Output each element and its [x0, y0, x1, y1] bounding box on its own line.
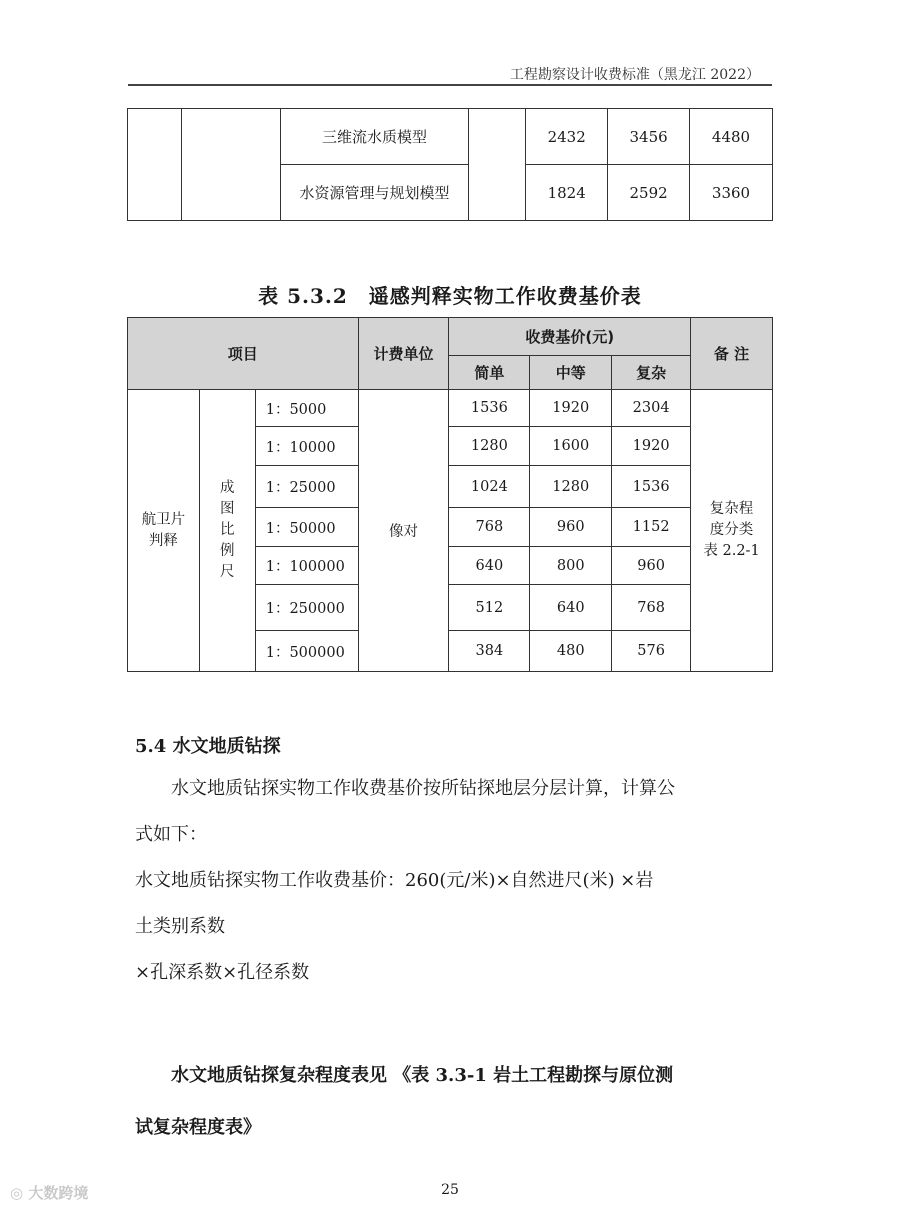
paragraph-intro: 水文地质钻探实物工作收费基价按所钻探地层分层计算，计算公 式如下： 水文地质钻探实物工作收费基价：260(元/米)×自然进尺(米) ×岩 土类别系数 ×孔深系数×孔径系数 — [135, 766, 772, 996]
price-cell: 2304 — [612, 390, 691, 427]
scale-cell: 1：50000 — [255, 508, 358, 547]
page-number: 25 — [441, 1182, 459, 1198]
scale-cell: 1：250000 — [255, 585, 358, 631]
header-simple: 简单 — [449, 356, 530, 390]
table-row — [128, 109, 773, 165]
empty-cell — [128, 109, 182, 221]
price-cell: 1280 — [530, 466, 612, 508]
price-cell: 768 — [612, 585, 691, 631]
watermark-logo: ◎ 大数跨境 — [10, 1184, 89, 1202]
remark-cell: 复杂程 度分类 表 2.2-1 — [691, 390, 773, 672]
model-name: 水资源管理与规划模型 — [280, 165, 469, 221]
price-cell: 1536 — [449, 390, 530, 427]
model-name: 三维流水质模型 — [280, 109, 469, 165]
header-unit: 计费单位 — [358, 318, 449, 390]
price-cell: 800 — [530, 547, 612, 585]
scale-cell: 1：100000 — [255, 547, 358, 585]
table-title: 表 5.3.2 遥感判释实物工作收费基价表 — [258, 284, 642, 308]
price-cell: 1536 — [612, 466, 691, 508]
header-medium: 中等 — [530, 356, 612, 390]
price-cell: 384 — [449, 631, 530, 672]
price-cell: 1824 — [526, 165, 608, 221]
price-cell: 480 — [530, 631, 612, 672]
price-cell: 1600 — [530, 427, 612, 466]
price-cell: 1280 — [449, 427, 530, 466]
header-complex: 复杂 — [612, 356, 691, 390]
unit-cell: 像对 — [358, 390, 449, 672]
header-base-price: 收费基价(元) — [449, 318, 691, 356]
scale-cell: 1：500000 — [255, 631, 358, 672]
empty-cell — [181, 109, 280, 221]
header-rule — [128, 84, 772, 86]
remote-sensing-price-table — [127, 317, 773, 672]
formula: 水文地质钻探实物工作收费基价：260(元/米)×自然进尺(米) ×岩 — [135, 870, 654, 891]
paragraph-note: 水文地质钻探复杂程度表见 《表 3.3-1 岩土工程勘探与原位测 试复杂程度表》 — [135, 1065, 674, 1138]
watermark-icon: ◎ — [10, 1184, 24, 1202]
scale-label-cell: 成 图 比 例 尺 — [199, 390, 255, 672]
price-cell: 2432 — [526, 109, 608, 165]
section-heading: 5.4 水文地质钻探 — [135, 736, 281, 757]
scale-cell: 1：5000 — [255, 390, 358, 427]
price-cell: 3456 — [608, 109, 690, 165]
price-cell: 768 — [449, 508, 530, 547]
price-cell: 512 — [449, 585, 530, 631]
price-cell: 576 — [612, 631, 691, 672]
price-cell: 960 — [612, 547, 691, 585]
running-header: 工程勘察设计收费标准（黑龙江 2022） — [509, 67, 760, 83]
header-item: 项目 — [128, 318, 359, 390]
price-cell: 1152 — [612, 508, 691, 547]
category-cell: 航卫片 判释 — [128, 390, 200, 672]
continuation-table — [127, 108, 773, 221]
empty-cell — [469, 109, 526, 221]
header-remark: 备 注 — [691, 318, 773, 390]
price-cell: 1920 — [530, 390, 612, 427]
scale-cell: 1：25000 — [255, 466, 358, 508]
price-cell: 4480 — [690, 109, 773, 165]
price-cell: 2592 — [608, 165, 690, 221]
price-cell: 640 — [530, 585, 612, 631]
price-cell: 640 — [449, 547, 530, 585]
price-cell: 3360 — [690, 165, 773, 221]
price-cell: 1024 — [449, 466, 530, 508]
scale-cell: 1：10000 — [255, 427, 358, 466]
price-cell: 1920 — [612, 427, 691, 466]
price-cell: 960 — [530, 508, 612, 547]
table-row — [128, 390, 773, 427]
